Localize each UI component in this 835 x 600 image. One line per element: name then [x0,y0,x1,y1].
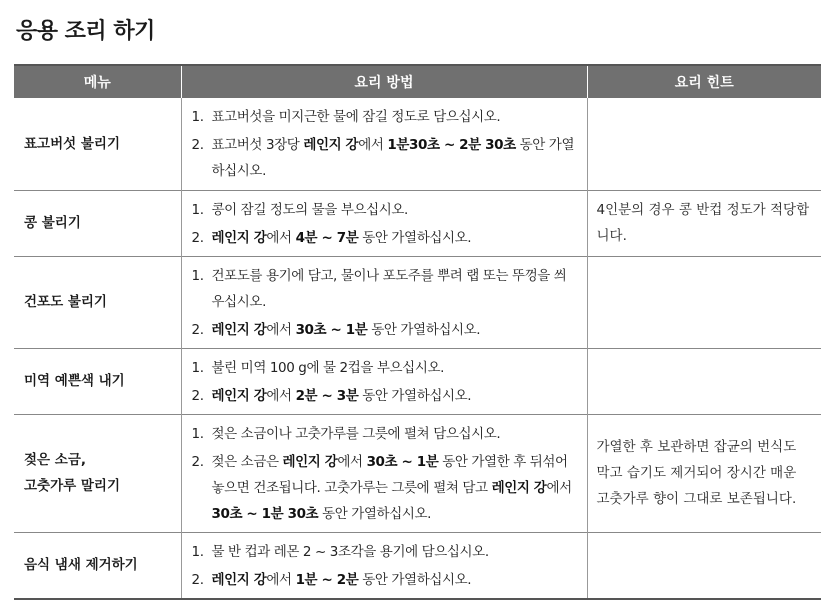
step-item [192,104,577,130]
step-item [192,383,577,409]
step-emphasis: 1분 ~ 2분 [295,571,359,588]
step-text: 불린 미역 100 g에 물 2컵을 부으십시오. [211,359,444,376]
step-text: 젖은 소금이나 고춧가루를 그릇에 펼쳐 담으십시오. [211,425,501,442]
step-number: 1. [191,201,204,218]
step-number: 1. [191,359,204,376]
menu-name: 고춧가루 말리기 [24,478,120,494]
step-number: 1. [191,267,204,284]
menu-cell [14,98,181,190]
step-item [192,132,577,184]
step-list [192,421,577,527]
step-list [192,197,577,251]
menu-name: 건포도 불리기 [24,294,107,310]
step-item [192,263,577,315]
step-text: 동안 가열하십시오. [358,571,472,588]
step-number: 1. [191,543,204,560]
menu-cell [14,190,181,256]
hint-cell [587,98,821,190]
step-text: 건포도를 용기에 담고, 물이나 포도주를 뿌려 랩 또는 뚜껑을 씌우십시오. [211,267,567,310]
table-row [14,532,821,599]
hint-cell [587,348,821,414]
menu-name: 표고버섯 불리기 [24,135,120,152]
step-text: 표고버섯을 미지근한 물에 잠길 정도로 담으십시오. [211,109,501,126]
step-number: 2. [191,229,204,246]
step-item [192,421,577,447]
method-cell [181,532,587,599]
step-number: 1. [191,425,204,442]
hint-cell [587,256,821,348]
table-row [14,256,821,348]
menu-cell [14,348,181,414]
table-row [14,414,821,532]
step-emphasis: 2분 ~ 3분 [295,387,359,404]
step-text: 젖은 소금은 [211,453,283,470]
table-row [14,190,821,256]
step-emphasis: 레인지 강 [282,453,338,470]
step-number: 2. [191,571,204,588]
step-item [192,355,577,381]
menu-name: 젖은 소금, [24,452,86,468]
step-emphasis: 레인지 강 [211,321,267,338]
step-emphasis: 30초 ~ 1분 [295,321,368,338]
method-cell [181,348,587,414]
step-text: 에서 [358,137,388,154]
step-text: 에서 [266,229,296,246]
step-text: 에서 [266,387,296,404]
step-list [192,263,577,343]
method-cell [181,256,587,348]
method-cell [181,414,587,532]
hint-cell: 가열한 후 보관하면 잡균의 번식도 막고 습기도 제거되어 장시간 매운 고춧가루 향이 그대로 보존됩니다. [596,439,797,507]
step-list [192,355,577,409]
menu-name: 콩 불리기 [24,215,81,231]
step-item [192,567,577,593]
menu-cell [14,532,181,599]
step-text: 콩이 잠길 정도의 물을 부으십시오. [211,201,408,218]
hint-cell: 4인분의 경우 콩 반컵 정도가 적당합니다. [596,202,810,244]
page-title: 응용 조리 하기 [16,19,155,44]
step-item [192,539,577,565]
step-emphasis: 1분30초 ~ 2분 30초 [387,137,516,154]
step-text: 에서 [266,321,296,338]
step-text: 에서 [337,453,367,470]
step-number: 2. [191,387,204,404]
step-item [192,225,577,251]
step-text: 동안 가열하십시오. [358,387,472,404]
step-number: 1. [191,109,204,126]
step-list [192,539,577,593]
step-emphasis: 30초 ~ 1분 30초 [211,505,319,522]
step-text: 표고버섯 3장당 [211,137,304,154]
step-text: 동안 가열하십시오. [211,137,575,180]
step-text: 에서 [546,479,572,496]
step-emphasis: 30초 ~ 1분 [366,453,439,470]
step-item [192,449,577,527]
step-item [192,197,577,223]
menu-cell [14,256,181,348]
step-emphasis: 레인지 강 [211,571,267,588]
step-text: 동안 가열하십시오. [367,321,481,338]
menu-name: 미역 예쁜색 내기 [24,373,125,389]
step-item [192,317,577,343]
menu-cell [14,414,181,532]
step-emphasis: 레인지 강 [303,137,359,154]
step-list [192,104,577,184]
step-emphasis: 레인지 강 [491,479,547,496]
step-number: 2. [191,137,204,154]
method-cell [181,190,587,256]
header-method: 요리 방법 [181,65,587,98]
table-row [14,348,821,414]
step-text: 에서 [266,571,296,588]
method-cell [181,98,587,190]
header-menu: 메뉴 [14,65,181,98]
step-text: 물 반 컵과 레몬 2 ~ 3조각을 용기에 담으십시오. [211,543,489,560]
table-header [14,65,821,98]
step-emphasis: 레인지 강 [211,229,267,246]
step-text: 동안 가열한 후 뒤섞어 놓으면 건조됩니다. 고춧가루는 그릇에 펼쳐 담고 [211,453,568,496]
table-row [14,98,821,190]
step-text: 동안 가열하십시오. [358,229,472,246]
header-hint: 요리 힌트 [587,65,821,98]
step-emphasis: 4분 ~ 7분 [295,229,359,246]
step-number: 2. [191,321,204,338]
hint-cell [587,532,821,599]
step-text: 동안 가열하십시오. [318,505,432,522]
menu-name: 음식 냄새 제거하기 [24,557,138,573]
cooking-table [14,64,821,600]
table-body [14,98,821,599]
step-emphasis: 레인지 강 [211,387,267,404]
step-number: 2. [191,453,204,470]
